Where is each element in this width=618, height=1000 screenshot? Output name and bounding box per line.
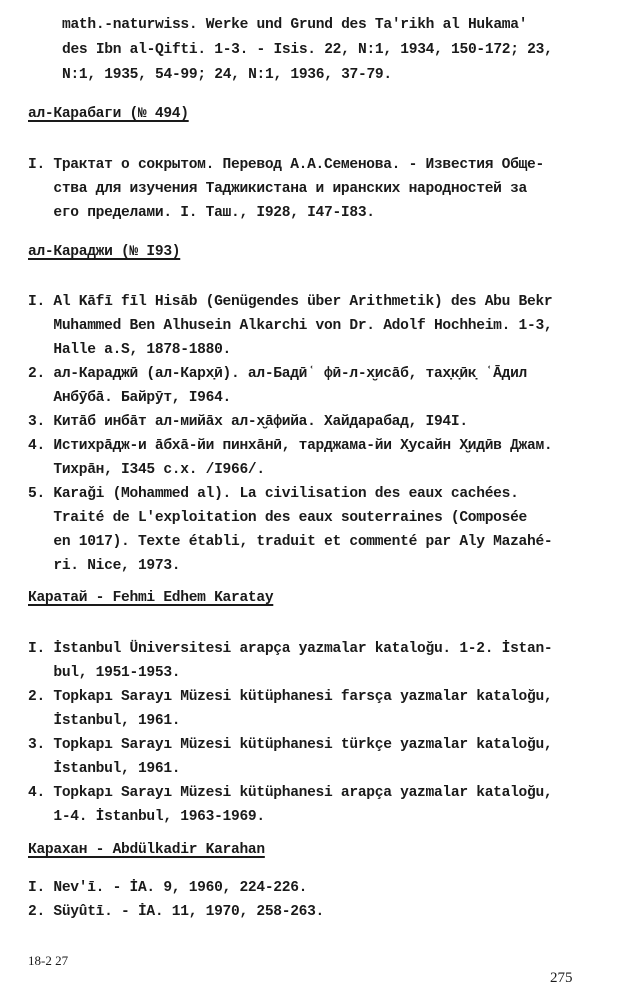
entry-line: 2. Süyûtī. - İA. 11, 1970, 258-263.: [28, 904, 325, 920]
entry-line: bul, 1951-1953.: [28, 665, 181, 681]
entry-line: 5. Karaǧi (Mohammed al). La civilisation des eaux cachées.: [28, 486, 519, 502]
entry-line: 2. Topkapı Sarayı Müzesi kütüphanesi farsça yazmalar kataloğu,: [28, 689, 553, 705]
intro-line: math.-naturwiss. Werke und Grund des Ta'rikh al Hukama': [62, 17, 528, 33]
section-heading-karahan: Карахан - Abdülkadir Karahan: [28, 842, 265, 858]
entry-line: I. Nev'ī. - İA. 9, 1960, 224-226.: [28, 880, 308, 896]
entry-line: İstanbul, 1961.: [28, 713, 181, 729]
entry-line: en 1017). Texte établi, traduit et commenté par Aly Mazahé-: [28, 534, 553, 550]
entry-line: Тихрāн, I345 с.х. /I966/.: [28, 462, 265, 478]
intro-line: des Ibn al-Qifti. 1-3. - Isis. 22, N:1, 1934, 150-172; 23,: [62, 42, 553, 58]
entry-line: I. Трактат о сокрытом. Перевод А.А.Семенова. - Известия Обще-: [28, 157, 544, 173]
entry-line: 3. Topkapı Sarayı Müzesi kütüphanesi türkçe yazmalar kataloğu,: [28, 737, 553, 753]
entry-line: İstanbul, 1961.: [28, 761, 181, 777]
entry-line: 3. Китāб инбāт ал-мийāх ал-х̮āфийа. Хайдарабад, I94I.: [28, 414, 468, 430]
entry-line: ri. Nice, 1973.: [28, 558, 181, 574]
entry-line: его пределами. I. Таш., I928, I47-I83.: [28, 205, 375, 221]
section-heading-karadji: ал-Караджи (№ I93): [28, 244, 181, 260]
section-heading-karatay: Каратай - Fehmi Edhem Karatay: [28, 590, 274, 606]
entry-line: 2. ал-Караджӣ (ал-Карх̣ӣ). ал-Бадӣʿ фӣ-л-х̮исāб, тах̣к̣ӣк̣ ʿĀдил: [28, 366, 528, 382]
entry-line: Анбӯбā. Байрӯт, I964.: [28, 390, 231, 406]
entry-line: Halle a.S, 1878-1880.: [28, 342, 231, 358]
section-heading-karabagi: ал-Карабаги (№ 494): [28, 106, 189, 122]
entry-line: 4. Истихрāдж-и āбхā-йи пинхāнӣ, тарджама-йи Х̣усайн Х̮идӣв Джам.: [28, 438, 553, 454]
entry-line: Traité de L'exploitation des eaux souterraines (Composée: [28, 510, 528, 526]
entry-line: I. Al Kāfī fīl Hisāb (Genügendes über Arithmetik) des Abu Bekr: [28, 294, 553, 310]
entry-line: I. İstanbul Üniversitesi arapça yazmalar kataloğu. 1-2. İstan-: [28, 641, 553, 657]
entry-line: Muhammed Ben Alhusein Alkarchi von Dr. Adolf Hochheim. 1-3,: [28, 318, 553, 334]
entry-line: ства для изучения Таджикистана и иранских народностей за: [28, 181, 528, 197]
intro-line: N:1, 1935, 54-99; 24, N:1, 1936, 37-79.: [62, 67, 392, 83]
entry-line: 1-4. İstanbul, 1963-1969.: [28, 809, 265, 825]
page-number: 275: [550, 970, 573, 986]
entry-line: 4. Topkapı Sarayı Müzesi kütüphanesi arapça yazmalar kataloğu,: [28, 785, 553, 801]
printer-signature: 18-2 27: [28, 953, 69, 968]
